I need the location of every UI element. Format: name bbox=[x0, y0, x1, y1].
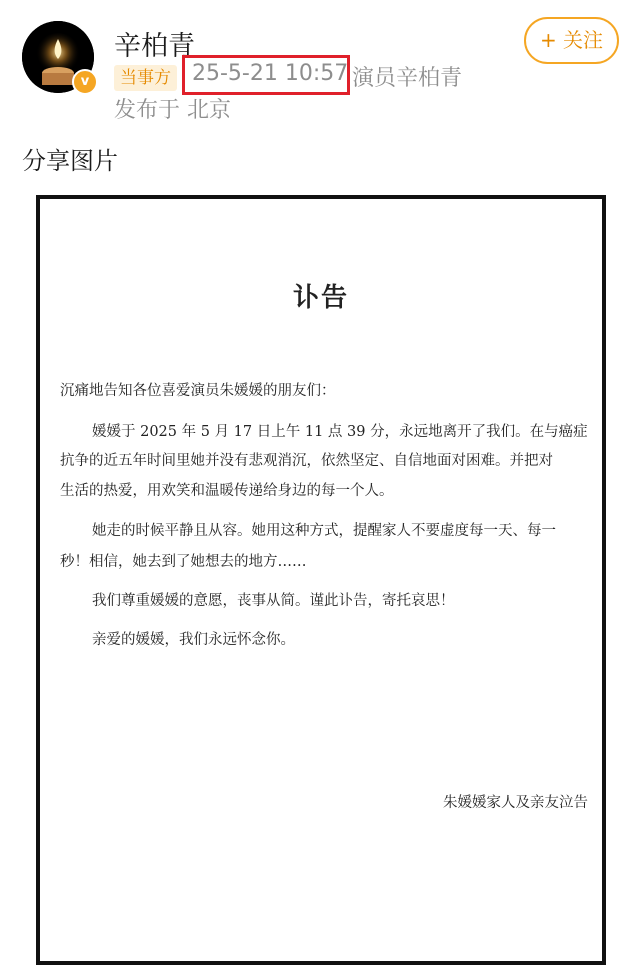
notice-line: 亲爱的媛媛，我们永远怀念你。 bbox=[92, 632, 295, 648]
notice-line: 抗争的近五年时间里她并没有悲观消沉，依然坚定、自信地面对困难。并把对 bbox=[60, 453, 553, 469]
notice-title: 讣告 bbox=[292, 283, 349, 313]
username[interactable]: 辛柏青 bbox=[114, 31, 195, 62]
verified-badge-icon: v bbox=[72, 69, 98, 95]
notice-line: 生活的热爱，用欢笑和温暖传递给身边的每一个人。 bbox=[60, 483, 394, 499]
obituary-image[interactable] bbox=[36, 195, 606, 965]
role-badge: 当事方 bbox=[114, 65, 177, 91]
post-text: 分享图片 bbox=[22, 147, 118, 175]
notice-line: 我们尊重媛媛的意愿，丧事从简。谨此讣告，寄托哀思！ bbox=[92, 593, 455, 609]
notice-line: 她走的时候平静且从容。她用这种方式，提醒家人不要虚度每一天、每一 bbox=[92, 523, 556, 539]
post-source: 演员辛柏青 bbox=[352, 66, 463, 91]
post-location: 发布于 北京 bbox=[114, 98, 231, 123]
notice-line: 沉痛地告知各位喜爱演员朱媛媛的朋友们： bbox=[60, 383, 336, 399]
follow-button[interactable]: + 关注 bbox=[524, 17, 619, 64]
notice-line: 秒！相信，她去到了她想去的地方…… bbox=[60, 554, 307, 570]
notice-line: 媛媛于 2025 年 5 月 17 日上午 11 点 39 分，永远地离开了我们。在与癌症 bbox=[92, 424, 588, 440]
notice-signature: 朱媛媛家人及亲友泣告 bbox=[443, 795, 588, 811]
post-timestamp[interactable]: 25-5-21 10:57 bbox=[192, 61, 349, 86]
